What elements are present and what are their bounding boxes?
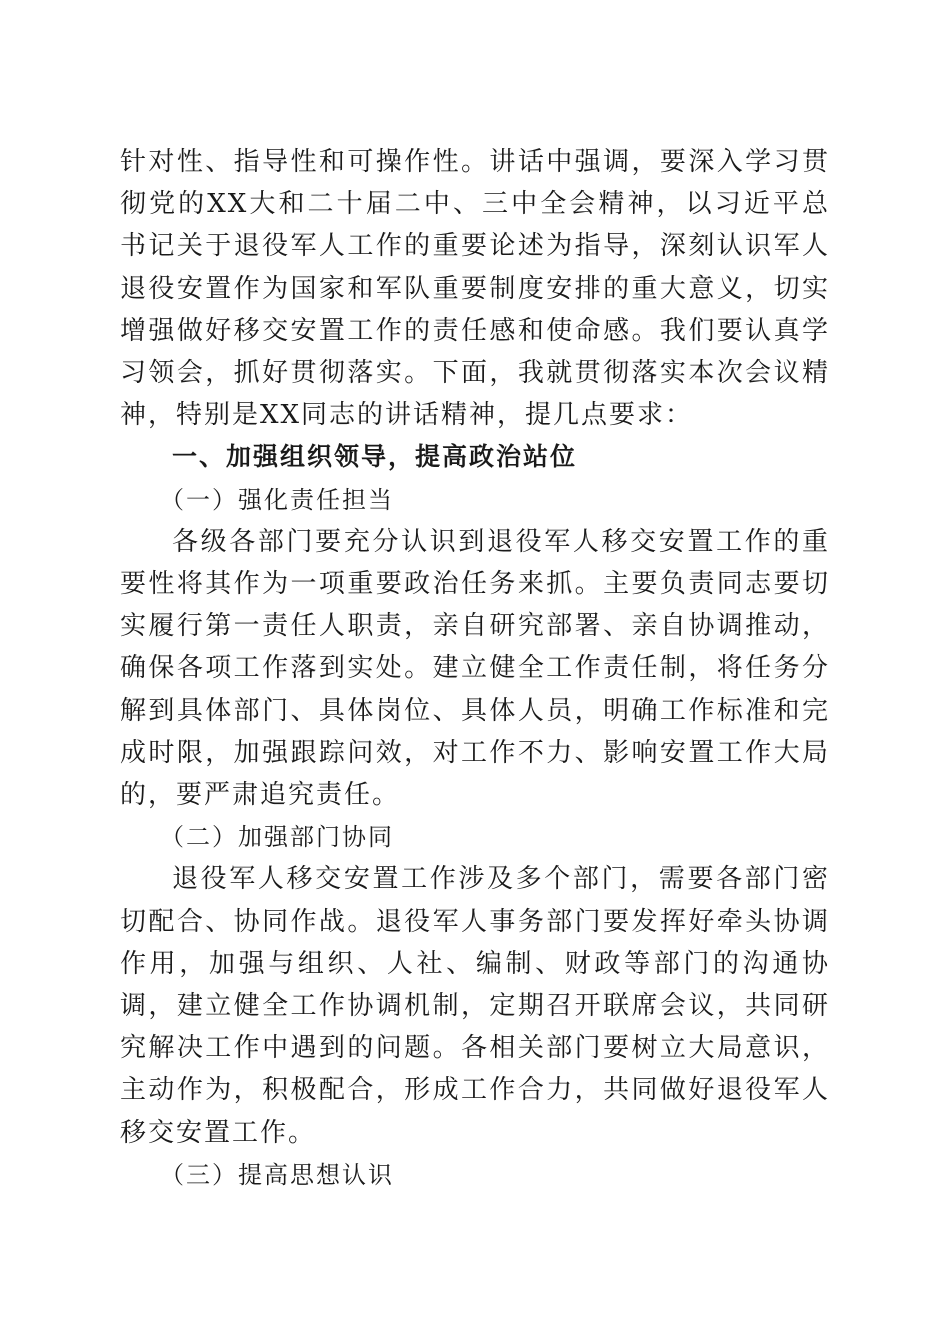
subsection-heading-1: （一）强化责任担当 <box>160 485 394 514</box>
section-heading-1: 一、加强组织领导，提高政治站位 <box>172 442 578 472</box>
subsection-heading-3: （三）提高思想认识 <box>160 1160 394 1189</box>
subsection-heading-2: （二）加强部门协同 <box>160 823 394 852</box>
subsection-body-1: 各级各部门要充分认识到退役军人移交安置工作的重要性将其作为一项重要政治任务来抓。主要负责同志要切实履行第一责任人职责，亲自研究部署、亲自协调推动，确保各项工作落到实处。建立健全工作责任制，将任务分解到具体部门、具体岗位、具体人员，明确工作标准和完成时限，加强跟踪问效，对工作不力、影响安置工作大局的，要严肃追究责任。 <box>120 526 830 811</box>
intro-paragraph: 针对性、指导性和可操作性。讲话中强调，要深入学习贯彻党的XX大和二十届二中、三中全会精神，以习近平总书记关于退役军人工作的重要论述为指导，深刻认识军人退役安置作为国家和军队重要制度安排的重大意义，切实增强做好移交安置工作的责任感和使命感。我们要认真学习领会，抓好贯彻落实。下面，我就贯彻落实本次会议精神，特别是XX同志的讲话精神，提几点要求： <box>120 147 830 431</box>
subsection-body-2: 退役军人移交安置工作涉及多个部门，需要各部门密切配合、协同作战。退役军人事务部门要发挥好牵头协调作用，加强与组织、人社、编制、财政等部门的沟通协调，建立健全工作协调机制，定期召开联席会议，共同研究解决工作中遇到的问题。各相关部门要树立大局意识，主动作为，积极配合，形成工作合力，共同做好退役军人移交安置工作。 <box>120 864 830 1148</box>
document-body <box>120 141 830 1196</box>
